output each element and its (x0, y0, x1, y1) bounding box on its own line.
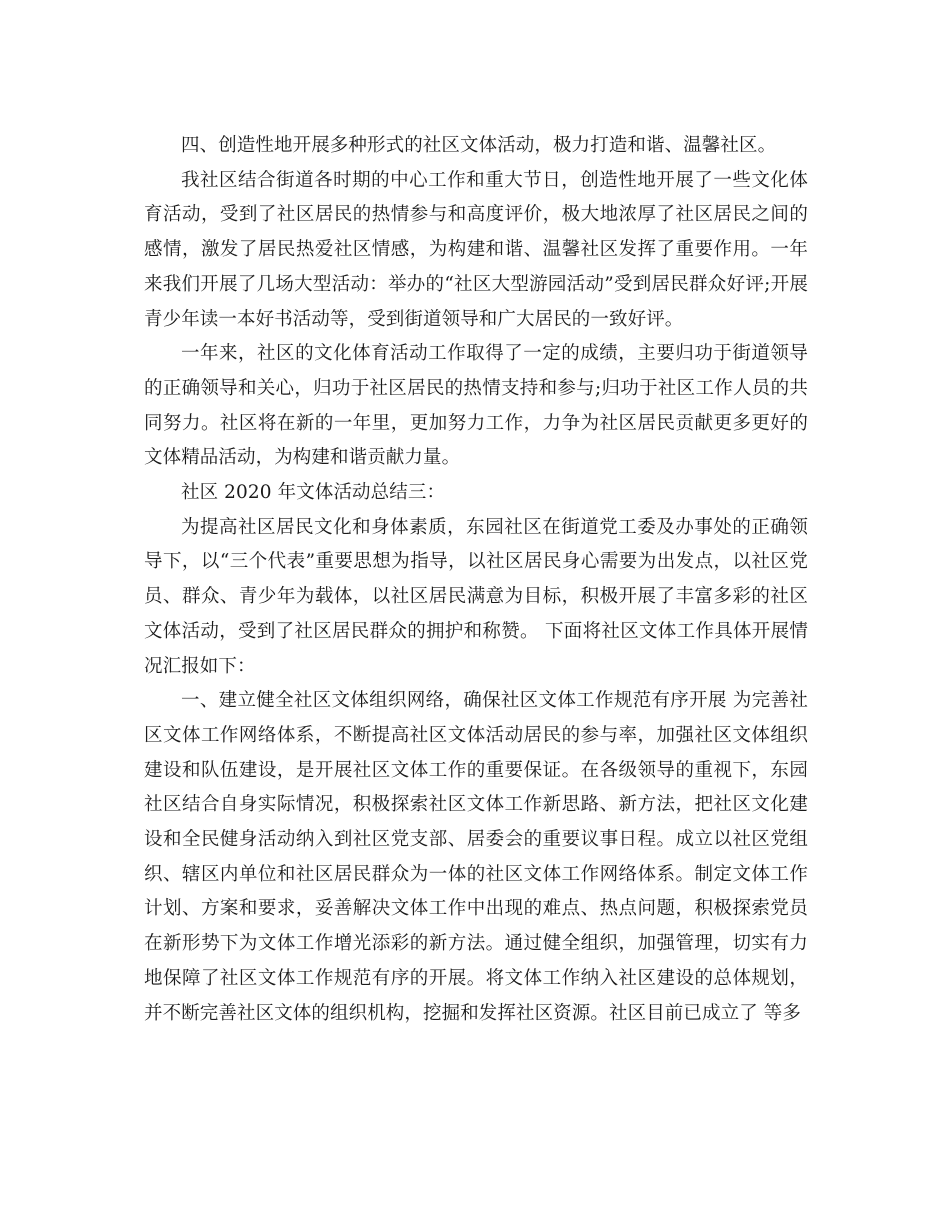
paragraph-achievements: 一年来，社区的文化体育活动工作取得了一定的成绩，主要归功于街道领导的正确领导和关心，归功于社区居民的热情支持和参与;归功于社区工作人员的共同努力。社区将在新的一年里，更加努力工作，力争为社区居民贡献更多更好的文体精品活动，为构建和谐贡献力量。 (144, 343, 808, 469)
paragraph-section-four-heading: 四、创造性地开展多种形式的社区文体活动，极力打造和谐、温馨社区。 (181, 135, 777, 156)
paragraph-introduction: 为提高社区居民文化和身体素质，东园社区在街道党工委及办事处的正确领导下，以“三个代表”重要思想为指导，以社区居民身心需要为出发点，以社区党员、群众、青少年为载体，以社区居民满意为目标，积极开展了丰富多彩的社区文体活动，受到了社区居民群众的拥护和称赞。 下面将社区文体工作具体开展情况汇报如下： (144, 516, 808, 677)
paragraph-section-one: 一、建立健全社区文体组织网络，确保社区文体工作规范有序开展 为完善社区文体工作网络体系，不断提高社区文体活动居民的参与率，加强社区文体组织建设和队伍建设，是开展社区文体工作的重要保证。在各级领导的重视下，东园社区结合自身实际情况，积极探索社区文体工作新思路、新方法，把社区文化建设和全民健身活动纳入到社区党支部、居委会的重要议事日程。成立以社区党组织、辖区内单位和社区居民群众为一体的社区文体工作网络体系。制定文体工作计划、方案和要求，妥善解决文体工作中出现的难点、热点问题，积极探索党员在新形势下为文体工作增光添彩的新方法。通过健全组织，加强管理，切实有力地保障了社区文体工作规范有序的开展。将文体工作纳入社区建设的总体规划，并不断完善社区文体的组织机构，挖掘和发挥社区资源。社区目前已成立了 等多 (144, 690, 808, 1024)
paragraph-summary-three-title: 社区 2020 年文体活动总结三： (181, 482, 446, 504)
document-body (144, 129, 808, 1031)
paragraph-activities: 我社区结合街道各时期的中心工作和重大节日，创造性地开展了一些文化体育活动，受到了社区居民的热情参与和高度评价，极大地浓厚了社区居民之间的感情，激发了居民热爱社区情感，为构建和谐、温馨社区发挥了重要作用。一年来我们开展了几场大型活动：举办的“社区大型游园活动”受到居民群众好评;开展青少年读一本好书活动等，受到街道领导和广大居民的一致好评。 (144, 169, 808, 330)
